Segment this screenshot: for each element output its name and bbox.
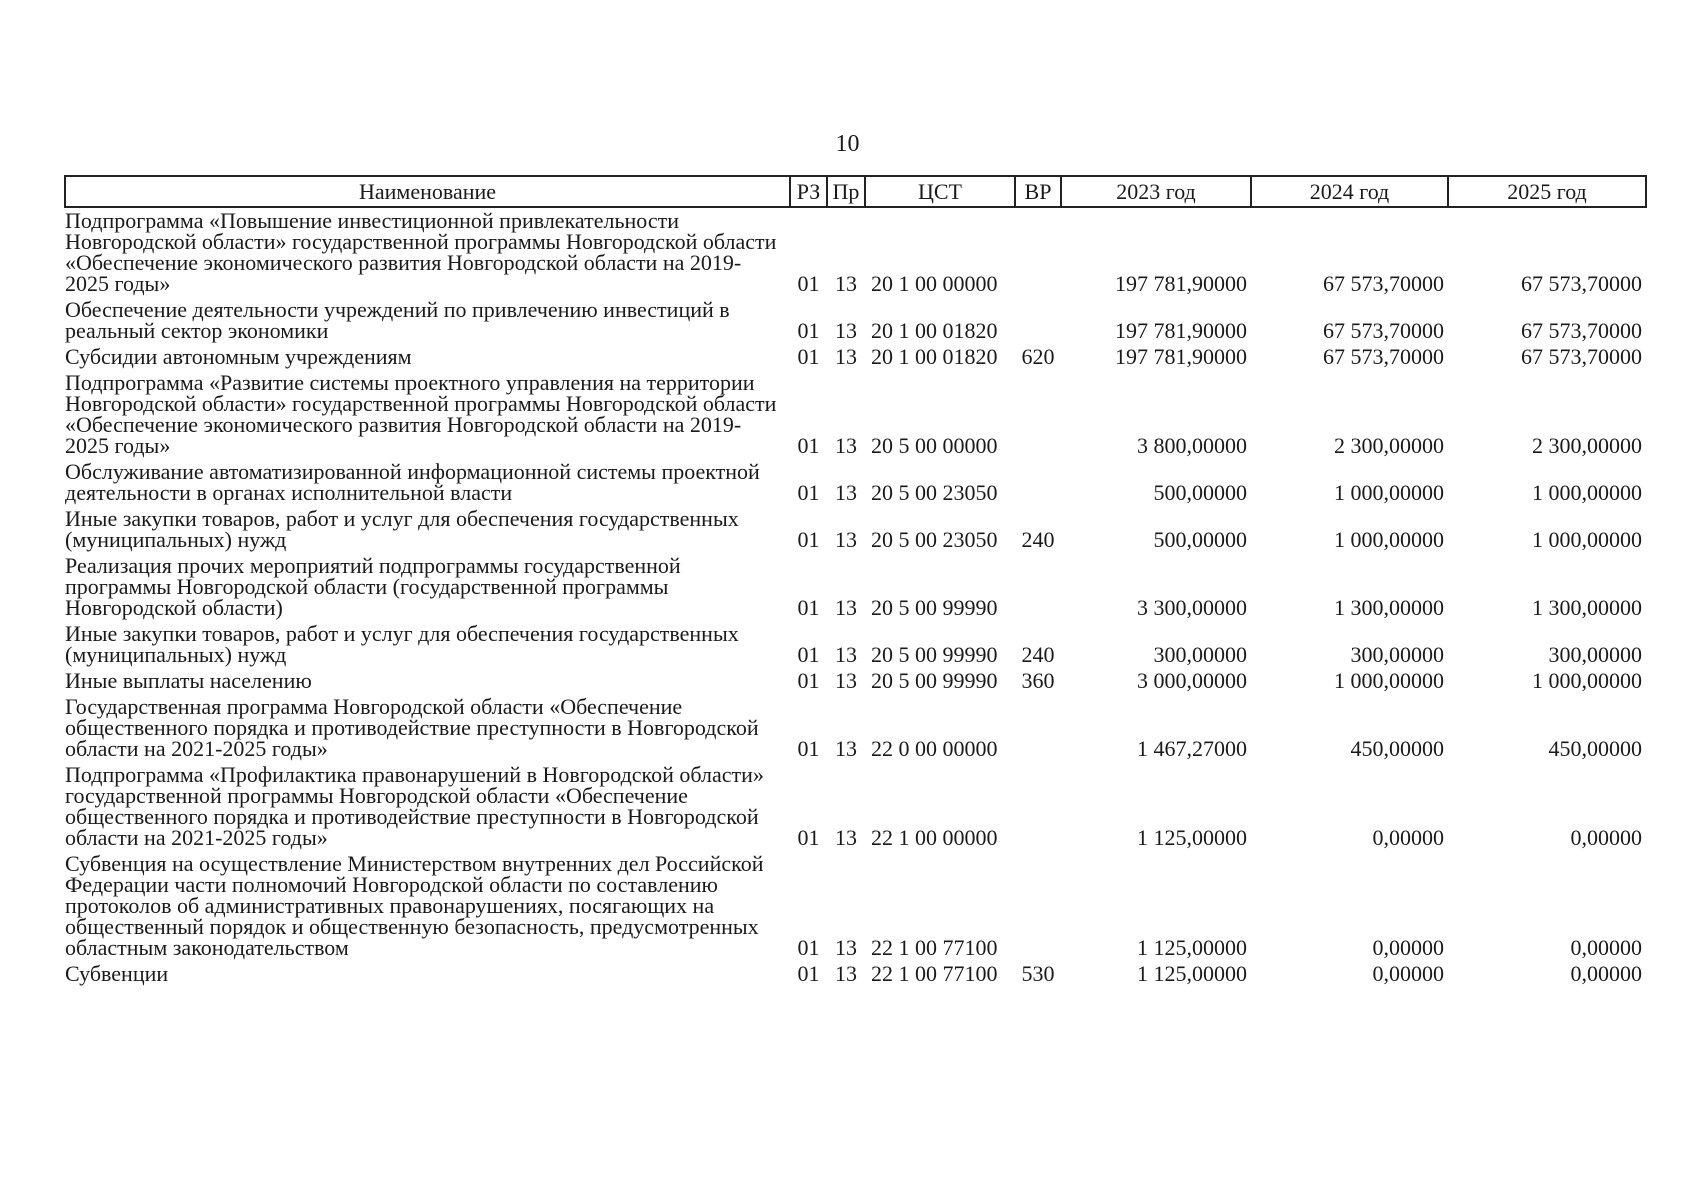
row-rz: 01 bbox=[797, 344, 820, 369]
row-cst: 22 0 00 00000 bbox=[871, 736, 998, 761]
row-name: Субсидии автономным учреждениям bbox=[65, 344, 412, 369]
header-2025: 2025 год bbox=[1448, 176, 1646, 207]
row-rz: 01 bbox=[797, 736, 820, 761]
row-amount-2024: 1 000,00000 bbox=[1334, 668, 1444, 693]
row-pr: 13 bbox=[835, 527, 857, 552]
row-vr bbox=[1015, 370, 1061, 459]
row-pr: 13 bbox=[835, 318, 857, 343]
table-row bbox=[65, 668, 1646, 694]
row-cst: 20 5 00 00000 bbox=[871, 433, 998, 458]
row-amount-2025: 67 573,70000 bbox=[1521, 344, 1642, 369]
row-amount-2023: 1 467,27000 bbox=[1137, 736, 1247, 761]
row-amount-2025: 1 300,00000 bbox=[1532, 595, 1642, 620]
row-pr: 13 bbox=[835, 825, 857, 850]
row-vr bbox=[1015, 694, 1061, 762]
row-vr bbox=[1015, 553, 1061, 621]
row-amount-2023: 1 125,00000 bbox=[1137, 935, 1247, 960]
row-pr: 13 bbox=[835, 480, 857, 505]
row-amount-2023: 197 781,90000 bbox=[1115, 318, 1247, 343]
row-cst: 20 5 00 99990 bbox=[871, 595, 998, 620]
row-vr bbox=[1015, 851, 1061, 961]
table-row bbox=[65, 851, 1646, 961]
row-name: Субвенции bbox=[65, 961, 169, 986]
row-rz: 01 bbox=[797, 642, 820, 667]
row-vr: 530 bbox=[1021, 961, 1055, 986]
row-amount-2023: 197 781,90000 bbox=[1115, 271, 1247, 296]
row-vr: 620 bbox=[1021, 344, 1055, 369]
row-amount-2024: 1 000,00000 bbox=[1334, 527, 1444, 552]
row-amount-2025: 300,00000 bbox=[1548, 642, 1642, 667]
row-amount-2023: 197 781,90000 bbox=[1115, 344, 1247, 369]
row-amount-2024: 450,00000 bbox=[1350, 736, 1444, 761]
table-row bbox=[65, 370, 1646, 459]
row-amount-2023: 3 000,00000 bbox=[1137, 668, 1247, 693]
row-pr: 13 bbox=[835, 736, 857, 761]
row-cst: 20 5 00 23050 bbox=[871, 480, 998, 505]
row-cst: 20 1 00 00000 bbox=[871, 271, 998, 296]
row-vr bbox=[1015, 459, 1061, 506]
table-row bbox=[65, 961, 1646, 987]
row-rz: 01 bbox=[797, 935, 820, 960]
row-amount-2025: 450,00000 bbox=[1548, 736, 1642, 761]
row-amount-2025: 67 573,70000 bbox=[1521, 318, 1642, 343]
row-amount-2023: 1 125,00000 bbox=[1137, 825, 1247, 850]
row-vr bbox=[1015, 762, 1061, 851]
row-rz: 01 bbox=[797, 527, 820, 552]
row-amount-2024: 67 573,70000 bbox=[1323, 318, 1444, 343]
row-name: Иные закупки товаров, работ и услуг для обеспечения государственных (муниципальных) нужд bbox=[65, 621, 739, 667]
row-name: Обеспечение деятельности учреждений по привлечению инвестиций в реальный сектор экономики bbox=[65, 297, 730, 343]
table-row bbox=[65, 762, 1646, 851]
row-pr: 13 bbox=[835, 595, 857, 620]
row-amount-2023: 500,00000 bbox=[1153, 527, 1247, 552]
row-name: Иные закупки товаров, работ и услуг для обеспечения государственных (муниципальных) нужд bbox=[65, 506, 739, 552]
row-cst: 20 5 00 99990 bbox=[871, 642, 998, 667]
row-name: Подпрограмма «Повышение инвестиционной привлекательности Новгородской области» государственной программы Новгородской области «Обеспечение экономического развития Новгородской области на 2019-2025 годы» bbox=[65, 208, 777, 296]
row-vr bbox=[1015, 207, 1061, 297]
row-rz: 01 bbox=[797, 825, 820, 850]
row-pr: 13 bbox=[835, 961, 857, 986]
header-cst: ЦСТ bbox=[865, 176, 1015, 207]
row-amount-2025: 1 000,00000 bbox=[1532, 480, 1642, 505]
row-name: Иные выплаты населению bbox=[65, 668, 312, 693]
table-row bbox=[65, 694, 1646, 762]
row-rz: 01 bbox=[797, 961, 820, 986]
row-amount-2023: 300,00000 bbox=[1153, 642, 1247, 667]
row-pr: 13 bbox=[835, 668, 857, 693]
table-row bbox=[65, 553, 1646, 621]
row-pr: 13 bbox=[835, 271, 857, 296]
row-amount-2023: 3 800,00000 bbox=[1137, 433, 1247, 458]
row-cst: 22 1 00 77100 bbox=[871, 935, 998, 960]
row-amount-2024: 300,00000 bbox=[1350, 642, 1444, 667]
row-name: Обслуживание автоматизированной информационной системы проектной деятельности в органах исполнительной власти bbox=[65, 459, 760, 505]
row-vr: 240 bbox=[1021, 527, 1055, 552]
row-amount-2024: 0,00000 bbox=[1372, 935, 1444, 960]
table-row bbox=[65, 621, 1646, 668]
row-amount-2025: 0,00000 bbox=[1570, 935, 1642, 960]
page-number: 10 bbox=[835, 131, 860, 157]
row-cst: 20 1 00 01820 bbox=[871, 344, 998, 369]
row-amount-2025: 2 300,00000 bbox=[1532, 433, 1642, 458]
header-vr: ВР bbox=[1015, 176, 1061, 207]
row-name: Государственная программа Новгородской области «Обеспечение общественного порядка и противодействие преступности в Новгородской области на 2021-2025 годы» bbox=[65, 694, 759, 761]
row-cst: 20 5 00 99990 bbox=[871, 668, 998, 693]
row-rz: 01 bbox=[797, 668, 820, 693]
row-pr: 13 bbox=[835, 433, 857, 458]
row-vr: 240 bbox=[1021, 642, 1055, 667]
header-pr: Пр bbox=[827, 176, 865, 207]
row-amount-2024: 67 573,70000 bbox=[1323, 271, 1444, 296]
row-amount-2023: 1 125,00000 bbox=[1137, 961, 1247, 986]
row-cst: 22 1 00 77100 bbox=[871, 961, 998, 986]
row-amount-2025: 0,00000 bbox=[1570, 961, 1642, 986]
row-amount-2025: 0,00000 bbox=[1570, 825, 1642, 850]
row-pr: 13 bbox=[835, 642, 857, 667]
row-name: Субвенция на осуществление Министерством внутренних дел Российской Федерации части полномочий Новгородской области по составлению протоколов об административных правонарушениях, посягающих на общественный порядок и общественную безопасность, предусмотренных областным законодательством bbox=[65, 851, 764, 960]
header-2024: 2024 год bbox=[1251, 176, 1448, 207]
row-pr: 13 bbox=[835, 344, 857, 369]
row-amount-2023: 500,00000 bbox=[1153, 480, 1247, 505]
row-amount-2024: 0,00000 bbox=[1372, 961, 1444, 986]
row-amount-2024: 1 300,00000 bbox=[1334, 595, 1444, 620]
table-header-row bbox=[65, 176, 1646, 207]
table-row bbox=[65, 297, 1646, 344]
table-row bbox=[65, 459, 1646, 506]
row-vr: 360 bbox=[1021, 668, 1055, 693]
header-rz: РЗ bbox=[790, 176, 827, 207]
row-rz: 01 bbox=[797, 433, 820, 458]
row-cst: 22 1 00 00000 bbox=[871, 825, 998, 850]
row-rz: 01 bbox=[797, 318, 820, 343]
table-row bbox=[65, 207, 1646, 297]
table-body bbox=[65, 207, 1646, 987]
row-amount-2025: 1 000,00000 bbox=[1532, 527, 1642, 552]
row-amount-2024: 0,00000 bbox=[1372, 825, 1444, 850]
row-rz: 01 bbox=[797, 271, 820, 296]
row-name: Подпрограмма «Развитие системы проектного управления на территории Новгородской области» государственной программы Новгородской области «Обеспечение экономического развития Новгородской области на 2019-2025 годы» bbox=[65, 370, 777, 458]
row-amount-2024: 1 000,00000 bbox=[1334, 480, 1444, 505]
budget-table bbox=[64, 175, 1647, 987]
row-cst: 20 5 00 23050 bbox=[871, 527, 998, 552]
header-name: Наименование bbox=[65, 176, 790, 207]
header-2023: 2023 год bbox=[1061, 176, 1251, 207]
row-amount-2025: 67 573,70000 bbox=[1521, 271, 1642, 296]
row-name: Реализация прочих мероприятий подпрограммы государственной программы Новгородской области (государственной программы Новгородской области) bbox=[65, 553, 681, 620]
row-pr: 13 bbox=[835, 935, 857, 960]
row-amount-2023: 3 300,00000 bbox=[1137, 595, 1247, 620]
row-rz: 01 bbox=[797, 480, 820, 505]
row-vr bbox=[1015, 297, 1061, 344]
row-amount-2025: 1 000,00000 bbox=[1532, 668, 1642, 693]
row-amount-2024: 67 573,70000 bbox=[1323, 344, 1444, 369]
row-name: Подпрограмма «Профилактика правонарушений в Новгородской области» государственной программы Новгородской области «Обеспечение общественного порядка и противодействие преступности в Новгородской области на 2021-2025 годы» bbox=[65, 762, 764, 850]
table-row bbox=[65, 344, 1646, 370]
row-rz: 01 bbox=[797, 595, 820, 620]
table-row bbox=[65, 506, 1646, 553]
row-cst: 20 1 00 01820 bbox=[871, 318, 998, 343]
row-amount-2024: 2 300,00000 bbox=[1334, 433, 1444, 458]
